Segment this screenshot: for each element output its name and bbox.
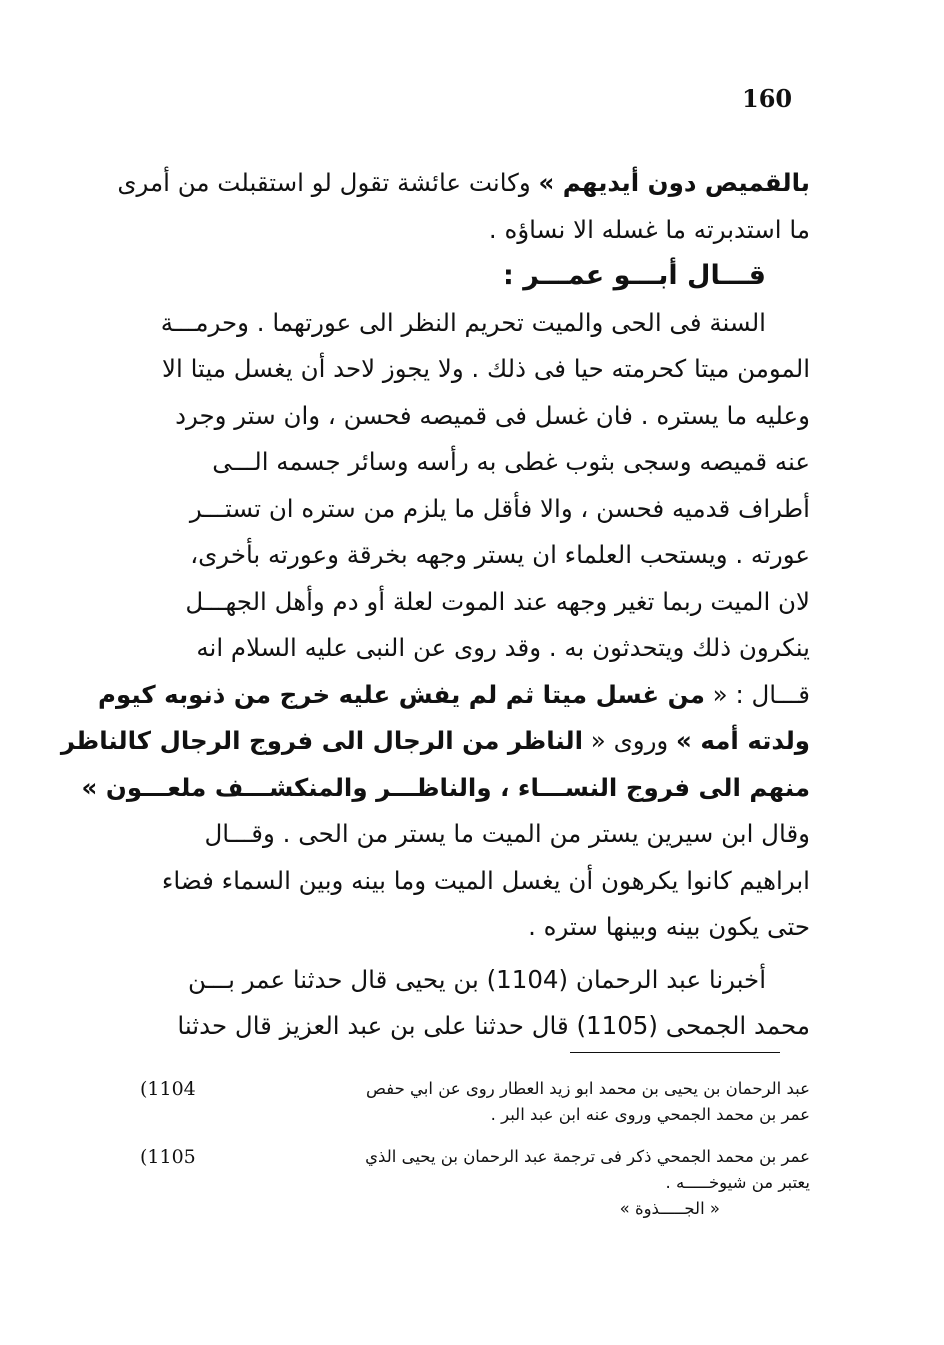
footnote-number: (1104 <box>140 1078 196 1100</box>
hadith-text: الناظر من الرجال الى فروج الرجال كالناظر <box>60 726 584 755</box>
paragraph-line: المومن ميتا كحرمته حيا فى ذلك . ولا يجوز لاحد أن يغسل ميتا الا <box>162 354 810 383</box>
paragraph-line: السنة فى الحى والميت تحريم النظر الى عورتهما . وحرمـــة <box>160 307 766 337</box>
text-run: قـــال : « <box>704 679 810 709</box>
footnote-line: عمر بن محمد الجمحي ذكر فى ترجمة عبد الرحمان بن يحيى الذي <box>365 1147 810 1166</box>
footnote-1105 <box>140 1144 810 1222</box>
footnote-text <box>202 1144 810 1222</box>
hadith-text: ولدته أمه » <box>676 726 810 755</box>
text-run: وكانت عائشة تقول لو استقبلت من أمرى <box>117 168 539 197</box>
text-run: وروى « <box>583 726 677 755</box>
text-line: ما استدبرته ما غسله الا نساؤه . <box>488 214 810 244</box>
paragraph-line: عورته . ويستحب العلماء ان يستر وجهه بخرقة وعورته بأخرى، <box>190 540 810 569</box>
hadith-line: منهم الى فروج النســـاء ، والناظـــر والمنكشـــف ملعـــون » <box>81 772 810 802</box>
footnote-text <box>202 1076 810 1128</box>
footnotes <box>140 1076 810 1238</box>
paragraph-line: وعليه ما يستره . فان غسل فى قميصه فحسن ، وان ستر وجرد <box>175 400 810 430</box>
main-text <box>60 160 810 1050</box>
footnote-number: (1105 <box>140 1146 196 1168</box>
paragraph-line: أخبرنا عبد الرحمان (1104) بن يحيى قال حدثنا عمر بـــن <box>187 964 766 994</box>
footnote-line: عمر بن محمد الجمحي وروى عنه ابن عبد البر . <box>490 1105 810 1124</box>
text-line <box>117 160 810 207</box>
footnote-line: يعتبر من شيوخـــــه . <box>665 1173 810 1192</box>
page-number: 160 <box>742 84 793 113</box>
hadith-line <box>60 718 810 765</box>
paragraph-line: ابراهيم كانوا يكرهون أن يغسل الميت وما بينه وبين السماء فضاء <box>161 865 810 895</box>
bold-phrase: بالقميص دون أيديهم » <box>538 168 810 197</box>
paragraph-line: أطراف قدميه فحسن ، والا فأقل ما يلزم من ستره ان تستـــر <box>189 493 810 523</box>
footnote-1104 <box>140 1076 810 1128</box>
footnote-divider <box>570 1052 780 1053</box>
paragraph-line: ينكرون ذلك ويتحدثون به . وقد روى عن النبى عليه السلام انه <box>196 633 810 662</box>
paragraph-line: لان الميت ربما تغير وجهه عند الموت لعلة أو دم وأهل الجهـــل <box>185 586 810 616</box>
source-reference: « الجـــــذوة » <box>619 1199 720 1218</box>
paragraph-line: محمد الجمحى (1105) قال حدثنا على بن عبد العزيز قال حدثنا <box>177 1011 810 1040</box>
paragraph-line: عنه قميصه وسجى بثوب غطى به رأسه وسائر جسمه الـــى <box>212 447 810 476</box>
hadith-text: من غسل ميتا ثم لم يفش عليه خرج من ذنوبه كيوم <box>98 679 705 709</box>
paragraph-line: وقال ابن سيرين يستر من الميت ما يستر من الحى . وقـــال <box>204 819 810 848</box>
paragraph-line: حتى يكون بينه وبينها ستره . <box>528 912 810 941</box>
section-heading: قـــال أبـــو عمـــر : <box>503 260 766 291</box>
hadith-line <box>98 672 810 719</box>
footnote-line: عبد الرحمان بن يحيى بن محمد ابو زيد العطار روى عن ابي حفص <box>366 1079 810 1098</box>
